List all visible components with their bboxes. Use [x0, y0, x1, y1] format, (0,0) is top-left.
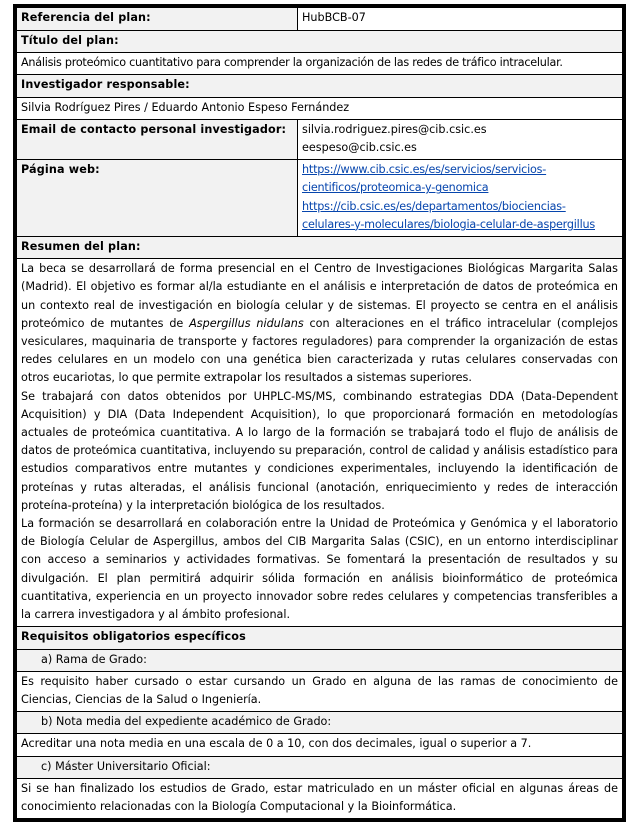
reference-label: Referencia del plan:: [17, 8, 298, 31]
email-row: [17, 119, 623, 159]
website-link-aspergillus-lab[interactable]: https://cib.csic.es/es/departamentos/biociencias-celulares-y-moleculares/biologia-celular-de-aspergillus: [302, 199, 595, 231]
requirement-b-label-row: [17, 712, 623, 734]
requirement-a-text: Es requisito haber cursado o estar cursando un Grado en alguna de las ramas de conocimiento de Ciencias, Ciencias de la Salud o Ingeniería.: [17, 671, 623, 711]
summary-paragraph-2: Se trabajará con datos obtenidos por UHPLC-MS/MS, combinando estrategias DDA (Data-Dependent Acquisition) y DIA (Data Independent Acquisition), lo que proporcionará formación en metodologías actuales de proteómica cuantitativa. A lo largo de la formación se trabajará todo el flujo de análisis de datos de proteómica cuantitativa, incluyendo su preparación, control de calidad y análisis estadístico para estudios comparativos entre mutantes y condiciones experimentales, incluyendo la identificación de proteínas y rutas alteradas, el análisis funcional (anotación, enriquecimiento y redes de interacción proteína-proteína) y la interpretación biológica de los resultados.: [21, 389, 618, 512]
plan-table: [16, 7, 623, 819]
requirement-a-text-row: [17, 671, 623, 711]
summary-paragraph-3: La formación se desarrollará en colaboración entre la Unidad de Proteómica y Genómica y el laboratorio de Biología Celular de Aspergillus, ambos del CIB Margarita Salas (CSIC), en un entorno interdisciplinar con acceso a seminarios y actividades formativas. Se fomentará la presentación de resultados y su divulgación. El plan permitirá adquirir sólida formación en análisis bioinformático de proteómica cuantitativa, experiencia en un proyecto innovador sobre redes celulares y competencias transferibles a la carrera investigadora y al ámbito profesional.: [21, 517, 618, 622]
website-label: Página web:: [17, 160, 298, 237]
requirement-b-text-row: [17, 734, 623, 756]
requirements-label: Requisitos obligatorios específicos: [17, 627, 623, 649]
title-value: Análisis proteómico cuantitativo para comprender la organización de las redes de tráfico intracelular.: [17, 53, 623, 75]
summary-header-row: [17, 237, 623, 259]
website-row: [17, 160, 623, 237]
summary-paragraph-1: [21, 260, 618, 387]
title-label: Título del plan:: [17, 31, 623, 53]
summary-p1-text-a: La beca se desarrollará de forma presencial en el Centro de Investigaciones Biológicas Margarita Salas (Madrid). El objetivo es formar al/la estudiante en el análisis e interpretación de datos de proteómica en un contexto real de investigación en biología celular y de sistemas. El proyecto se centra en el análisis proteómico de mutantes de: [21, 262, 618, 330]
email-secondary[interactable]: eespeso@cib.csic.es: [302, 141, 417, 155]
species-name: Aspergillus nidulans: [189, 316, 304, 330]
requirement-b-label: b) Nota media del expediente académico de Grado:: [17, 712, 623, 734]
email-values: [298, 119, 623, 159]
requirement-b-text: Acreditar una nota media en una escala de 0 a 10, con dos decimales, igual o superior a 7.: [17, 734, 623, 756]
title-header-row: [17, 31, 623, 53]
summary-label: Resumen del plan:: [17, 237, 623, 259]
requirement-a-label: a) Rama de Grado:: [17, 649, 623, 671]
email-label: Email de contacto personal investigador:: [17, 119, 298, 159]
investigator-header-row: [17, 75, 623, 97]
title-value-row: [17, 53, 623, 75]
requirement-c-text-row: [17, 778, 623, 818]
summary-body-row: [17, 259, 623, 627]
summary-body: [17, 259, 623, 627]
investigator-value: Silvia Rodríguez Pires / Eduardo Antonio Espeso Fernández: [17, 97, 623, 119]
plan-sheet: [13, 4, 626, 822]
reference-row: [17, 8, 623, 31]
email-primary[interactable]: silvia.rodriguez.pires@cib.csic.es: [302, 122, 487, 136]
requirement-c-label: c) Máster Universitario Oficial:: [17, 756, 623, 778]
summary-p1-text-b: con alteraciones en el tráfico intracelular (complejos vesiculares, maquinaria de transporte y factores reguladores) para comprender la organización de estas redes celulares en un modelo con una genética bien caracterizada y rutas celulares conservadas con otros eucariotas, lo que permite extrapolar los resultados a sistemas superiores.: [21, 316, 618, 385]
website-links: [298, 160, 623, 237]
investigator-label: Investigador responsable:: [17, 75, 623, 97]
website-link-proteomics[interactable]: https://www.cib.csic.es/es/servicios/servicios-cientificos/proteomica-y-genomica: [302, 163, 547, 195]
investigator-value-row: [17, 97, 623, 119]
requirements-header-row: [17, 627, 623, 649]
reference-value: HubBCB-07: [298, 8, 623, 31]
requirement-c-label-row: [17, 756, 623, 778]
requirement-a-label-row: [17, 649, 623, 671]
requirement-c-text: Si se han finalizado los estudios de Grado, estar matriculado en un máster oficial en algunas áreas de conocimiento relacionadas con la Biología Computacional y la Bioinformática.: [17, 778, 623, 818]
